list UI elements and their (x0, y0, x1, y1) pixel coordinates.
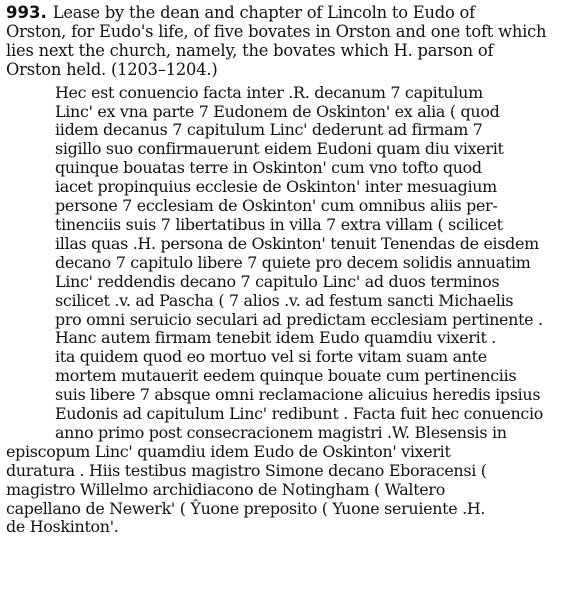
text-line: Hec est conuencio facta inter .R. decanum 7 capitulum (55, 82, 483, 102)
text-line: Linc' reddendis decano 7 capitulo Linc' ad duos terminos (55, 271, 500, 291)
text-line: mortem mutauerit eedem quinque bouate cum pertinenciis (55, 366, 517, 386)
summary-line: lies next the church, namely, the bovates which H. parson of (6, 40, 494, 60)
charter-text-indented (6, 84, 568, 443)
text-line: episcopum Linc' quamdiu idem Eudo de Oskinton' vixerit (6, 441, 451, 461)
text-line: persone 7 ecclesiam de Oskinton' cum omnibus aliis per- (55, 196, 498, 216)
text-line: sigillo suo confirmauerunt eidem Eudoni quam diu vixerit (55, 139, 504, 159)
text-line: magistro Willelmo archidiacono de Notingham ( Waltero (6, 479, 445, 499)
text-line: decano 7 capitulo libere 7 quiete pro decem solidis annuatim (55, 252, 531, 272)
text-line: de Hoskinton'. (6, 517, 119, 537)
text-line: pro omni seruicio seculari ad predictam ecclesiam pertinente . (55, 309, 543, 329)
text-line: capellano de Newerk' ( Ŷuone preposito ( Yuone seruiente .H. (6, 498, 486, 518)
text-line: anno primo post consecracionem magistri .W. Blesensis in (55, 422, 507, 442)
text-line: iacet propinquius ecclesie de Oskinton' inter mesuagium (55, 177, 497, 197)
charter-text-full (6, 443, 568, 538)
text-line: suis libere 7 absque omni reclamacione alicuius heredis ipsius (55, 385, 541, 405)
text-line: Hanc autem firmam tenebit idem Eudo quamdiu vixerit . (55, 328, 497, 348)
text-line: iidem decanus 7 capitulum Linc' dederunt ad firmam 7 (55, 120, 483, 140)
text-line: illas quas .H. persona de Oskinton' tenuit Tenendas de eisdem (55, 233, 539, 253)
text-line: quinque bouatas terre in Oskinton' cum vno tofto quod (55, 158, 482, 178)
text-line: scilicet .v. ad Pascha ( 7 alios .v. ad festum sancti Michaelis (55, 290, 514, 310)
summary-line: Orston held. (1203–1204.) (6, 59, 218, 79)
summary-line: Orston, for Eudo's life, of five bovates in Orston and one toft which (6, 21, 547, 41)
text-line: Eudonis ad capitulum Linc' redibunt . Facta fuit hec conuencio (55, 404, 544, 424)
text-line: duratura . Hiis testibus magistro Simone decano Eboracensi ( (6, 460, 487, 480)
summary-line: 993. Lease by the dean and chapter of Lincoln to Eudo of (6, 3, 475, 22)
charter-summary (6, 4, 568, 80)
text-line: Linc' ex vna parte 7 Eudonem de Oskinton' ex alia ( quod (55, 101, 500, 121)
text-line: ita quidem quod eo mortuo vel si forte vitam suam ante (55, 347, 487, 367)
charter-number: 993. (6, 3, 47, 22)
text-line: tinenciis suis 7 libertatibus in villa 7 extra villam ( scilicet (55, 214, 503, 234)
